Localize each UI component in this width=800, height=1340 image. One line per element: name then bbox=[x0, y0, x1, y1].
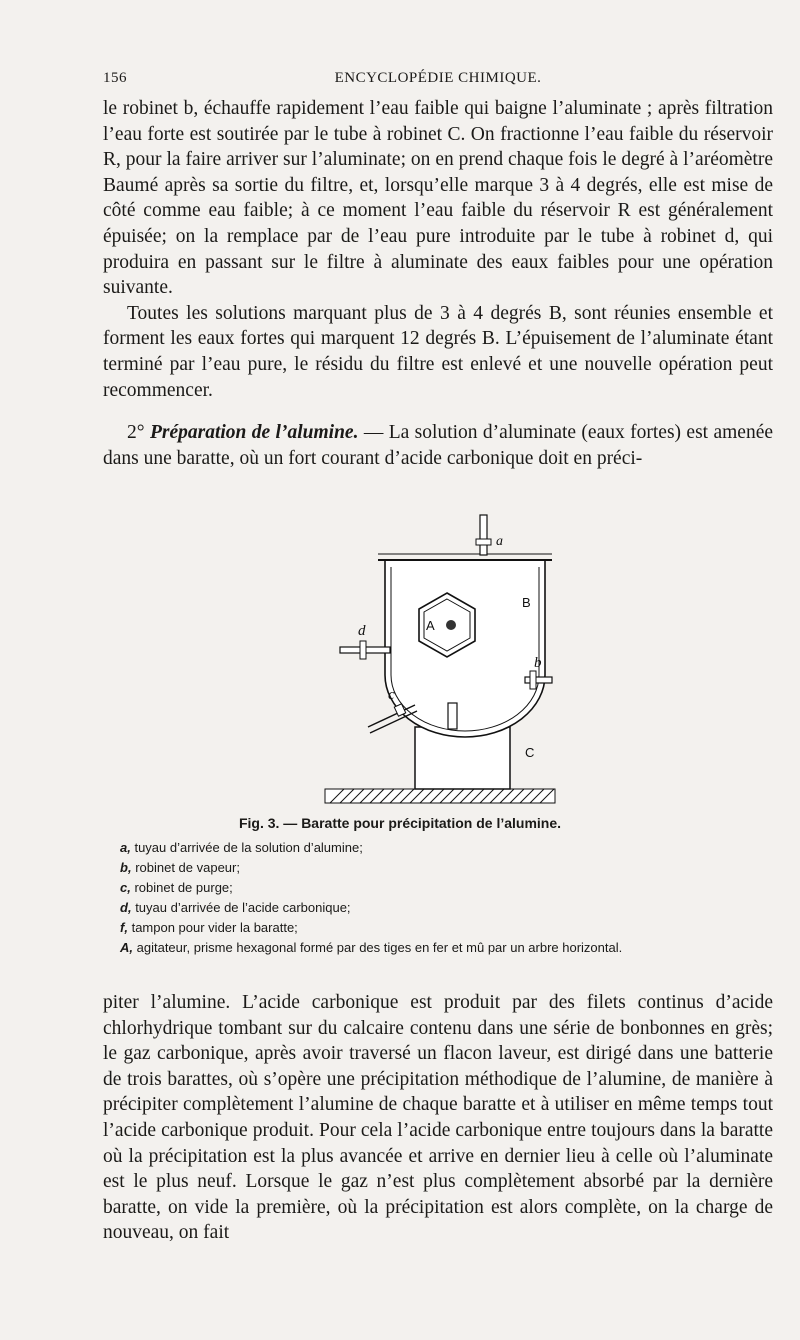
agitator-shaft bbox=[446, 620, 456, 630]
label-b: b bbox=[534, 655, 542, 671]
tube-d-valve bbox=[360, 641, 366, 659]
legend-item bbox=[120, 918, 780, 938]
page-header bbox=[103, 70, 773, 92]
legend-text: tuyau d’arrivée de la solution d’alumine; bbox=[134, 840, 363, 855]
tube-a-valve bbox=[476, 539, 491, 545]
steam-pipe-b bbox=[525, 677, 552, 683]
section-number: 2° bbox=[127, 422, 145, 443]
legend-item bbox=[120, 938, 780, 958]
legend-text: agitateur, prisme hexagonal formé par des tiges en fer et mû par un arbre horizontal. bbox=[136, 940, 623, 955]
legend-key: c, bbox=[120, 880, 131, 895]
body-text-bottom bbox=[103, 990, 773, 1246]
section-heading-paragraph bbox=[103, 420, 773, 471]
figure-legend bbox=[120, 838, 780, 958]
legend-key: f, bbox=[120, 920, 128, 935]
running-title: ENCYCLOPÉDIE CHIMIQUE. bbox=[334, 70, 542, 86]
figure-caption: Fig. 3. — Baratte pour précipitation de l’alumine. bbox=[238, 815, 562, 831]
label-c: c bbox=[388, 687, 395, 703]
steam-valve-b bbox=[530, 671, 536, 689]
label-B: B bbox=[522, 595, 531, 610]
legend-text: robinet de vapeur; bbox=[135, 860, 240, 875]
legend-text: robinet de purge; bbox=[134, 880, 233, 895]
legend-text: tampon pour vider la baratte; bbox=[131, 920, 298, 935]
vessel-outer bbox=[385, 560, 545, 737]
legend-item bbox=[120, 878, 780, 898]
label-C: C bbox=[525, 745, 535, 760]
ground-base bbox=[325, 789, 555, 803]
label-d: d bbox=[358, 623, 366, 639]
label-a: a bbox=[496, 534, 503, 549]
legend-item bbox=[120, 898, 780, 918]
legend-item bbox=[120, 838, 780, 858]
legend-text: tuyau d’arrivée de l’acide carbonique; bbox=[135, 900, 351, 915]
section-text: — La solution d’aluminate (eaux fortes) est amenée dans une baratte, où un fort courant d’acide carbonique doit en préci- bbox=[103, 422, 773, 469]
body-text-top bbox=[103, 96, 773, 403]
paragraph: piter l’alumine. L’acide carbonique est produit par des filets continus d’acide chlorhydrique tombant sur du calcaire contenu dans une série de bonbonnes en grès; le gaz carbonique, après avoir traversé un flacon laveur, est dirigé dans une batterie de trois barattes, où s’opère une précipitation méthodique de l’alumine, de manière à précipiter complètement l’alumine de chaque baratte et à utiliser en même temps tout l’acide carbonique produit. Pour cela l’acide carbonique entre toujours dans la baratte où la précipitation est la plus avancée et arrive en dernier lieu à celle où l’aluminate est le plus neuf. Lorsque le gaz n’est plus complètement absorbé par la dernière baratte, on vide la première, où la précipitation est alors complète, on la charge de nouveau, on fait bbox=[103, 992, 773, 1244]
legend-key: A, bbox=[120, 940, 133, 955]
paragraph: le robinet b, échauffe rapidement l’eau faible qui baigne l’aluminate ; après filtration l’eau forte est soutirée par le tube à robinet C. On fractionne l’eau faible du réservoir R, pour la faire arriver sur l’aluminate; on en prend chaque fois le degré à l’aréomètre Baumé après sa sortie du filtre, et, lorsqu’elle marque 3 à 4 degrés, elle est mise de côté comme eau faible; à ce moment l’eau faible du réservoir R est généralement épuisée; on la remplace par de l’eau pure introduite par le tube à robinet d, qui produira en passant sur le filtre à aluminate des eaux faibles pour une opération suivante. bbox=[103, 98, 773, 299]
baratte-diagram bbox=[320, 505, 560, 810]
paragraph bbox=[103, 420, 773, 471]
section-title: Préparation de l’alumine. bbox=[149, 422, 359, 443]
legend-item bbox=[120, 858, 780, 878]
drain-plug-f bbox=[448, 703, 457, 729]
paragraph: Toutes les solutions marquant plus de 3 à 4 degrés B, sont réunies ensemble et forment les eaux fortes qui marquent 12 degrés B. L’épuisement de l’aluminate étant terminé par l’eau pure, le résidu du filtre est enlevé et une nouvelle opération peut recommencer. bbox=[103, 302, 773, 401]
legend-key: d, bbox=[120, 900, 132, 915]
tube-a bbox=[480, 515, 487, 555]
page-number: 156 bbox=[103, 70, 127, 86]
legend-key: b, bbox=[120, 860, 132, 875]
label-A: A bbox=[426, 618, 435, 633]
legend-key: a, bbox=[120, 840, 131, 855]
